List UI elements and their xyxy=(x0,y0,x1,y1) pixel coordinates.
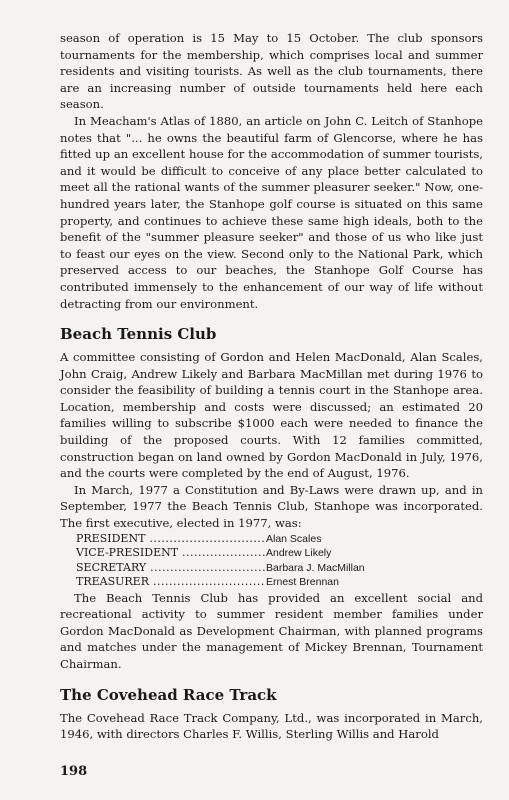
officer-name: Barbara J. MacMillan xyxy=(266,561,365,574)
officer-row xyxy=(76,532,483,547)
officer-role: PRESIDENT ..... xyxy=(76,532,266,547)
officer-role: VICE-PRESIDENT ..... xyxy=(76,546,266,561)
officers-list xyxy=(76,532,483,590)
officer-row xyxy=(76,561,483,576)
officer-name: Ernest Brennan xyxy=(266,576,339,589)
officer-name: Andrew Likely xyxy=(266,547,332,560)
officer-name: Alan Scales xyxy=(266,532,322,545)
page-number: 198 xyxy=(60,764,88,779)
paragraph-meacham-atlas: In Meacham's Atlas of 1880, an article on John C. Leitch of Stanhope notes that "... he owns the beautiful farm of Glencorse, where he has fitted up an excellent house for the accommodation of summer tourists, and it would be difficult to conceive of any place better calculated to meet all the rational wants of the summer pleasurer seeker." Now, one-hundred years later, the Stanhope golf course is situated on this same property, and continues to achieve these same high ideals, both to the benefit of the "summer pleasure seeker" and those of us who like just to feast our eyes on the view. Second only to the National Park, which preserved access to our beaches, the Stanhope Golf Course has contributed immensely to the enhancement of our way of life without detracting from our environment. xyxy=(60,113,483,311)
paragraph-tennis-constitution: In March, 1977 a Constitution and By-Laws were drawn up, and in September, 1977 the Beach Tennis Club, Stanhope was incorporated. The first executive, elected in 1977, was: xyxy=(60,482,483,531)
paragraph-tennis-activity: The Beach Tennis Club has provided an excellent social and recreational activity to summer resident member families under Gordon MacDonald as Development Chairman, with planned programs and matches under the management of Mickey Brennan, Tournament Chairman. xyxy=(60,590,483,671)
paragraph-season: season of operation is 15 May to 15 October. The club sponsors tournaments for the membership, which comprises local and summer residents and visiting tourists. As well as the club tournaments, there are an increasing number of outside tournaments held here each season. xyxy=(60,31,483,112)
officer-row xyxy=(76,546,483,561)
officer-role: SECRETARY ..... xyxy=(76,561,266,576)
officer-role: TREASURER ..... xyxy=(76,575,266,590)
paragraph-race-track: The Covehead Race Track Company, Ltd., was incorporated in March, 1946, with directors Charles F. Willis, Sterling Willis and Harold xyxy=(60,710,483,742)
heading-covehead-race-track: The Covehead Race Track xyxy=(60,685,277,704)
heading-beach-tennis-club: Beach Tennis Club xyxy=(60,325,217,344)
officer-row xyxy=(76,575,483,590)
paragraph-tennis-committee: A committee consisting of Gordon and Helen MacDonald, Alan Scales, John Craig, Andrew Likely and Barbara MacMillan met during 1976 to consider the feasibility of building a tennis court in the Stanhope area. Location, membership and costs were discussed; an estimated 20 families willing to subscribe $1000 each were needed to finance the building of the proposed courts. With 12 families committed, construction began on land owned by Gordon MacDonald in July, 1976, and the courts were completed by the end of August, 1976. xyxy=(60,350,483,481)
